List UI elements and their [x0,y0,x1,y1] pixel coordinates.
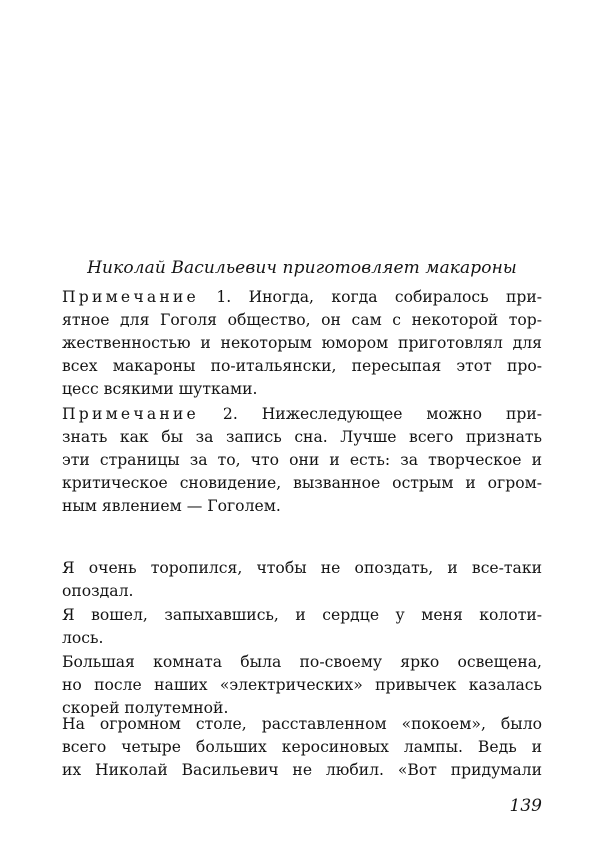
note-1 [62,286,542,401]
paragraph-3-line-1: Большая комната была по-своему ярко освещена, [62,653,542,671]
paragraph-3 [62,651,542,720]
paragraph-1-line-1: Я очень торопился, чтобы не опоздать, и все-таки [62,559,542,577]
note-1-line-2: ятное для Гоголя общество, он сам с некоторой тор- [62,311,542,329]
note-1-label: Примечание [62,288,199,306]
paragraph-3-line-3: скорей полутемной. [62,699,229,717]
paragraph-4-line-2: всего четыре больших керосиновых лампы. Ведь и [62,738,542,756]
note-2-line-4: критическое сновидение, вызванное острым и огром- [62,474,542,492]
note-2-line-2: знать как бы за запись сна. Лучше всего признать [62,428,542,446]
paragraph-1 [62,557,542,603]
note-2-line-5: ным явлением — Гоголем. [62,497,281,515]
paragraph-1-line-2: опоздал. [62,582,134,600]
note-2-line-1 [62,403,542,426]
paragraph-3-line-2: но после наших «электрических» привычек казалась [62,676,542,694]
paragraph-4 [62,713,542,782]
note-2-line-3: эти страницы за то, что они и есть: за творческое и [62,451,542,469]
paragraph-4-line-3: их Николай Васильевич не любил. «Вот придумали [62,761,542,779]
note-1-line-4: всех макароны по-итальянски, пересыпая этот про- [62,357,542,375]
note-1-line-1 [62,286,542,309]
paragraph-4-line-1: На огромном столе, расставленном «покоем», было [62,715,542,733]
paragraph-2 [62,604,542,650]
note-1-line-1-text: 1. Иногда, когда собиралось при- [198,288,542,306]
note-2 [62,403,542,518]
note-1-line-3: жественностью и некоторым юмором приготовлял для [62,334,542,352]
page-number: 139 [509,796,542,816]
chapter-title: Николай Васильевич приготовляет макароны [87,258,517,278]
note-1-line-5: цесс всякими шутками. [62,380,258,398]
note-2-label: Примечание [62,405,199,423]
note-2-line-1-text: 2. Нижеследующее можно при- [198,405,542,423]
paragraph-2-line-2: лось. [62,629,104,647]
paragraph-2-line-1: Я вошел, запыхавшись, и сердце у меня колоти- [62,606,542,624]
